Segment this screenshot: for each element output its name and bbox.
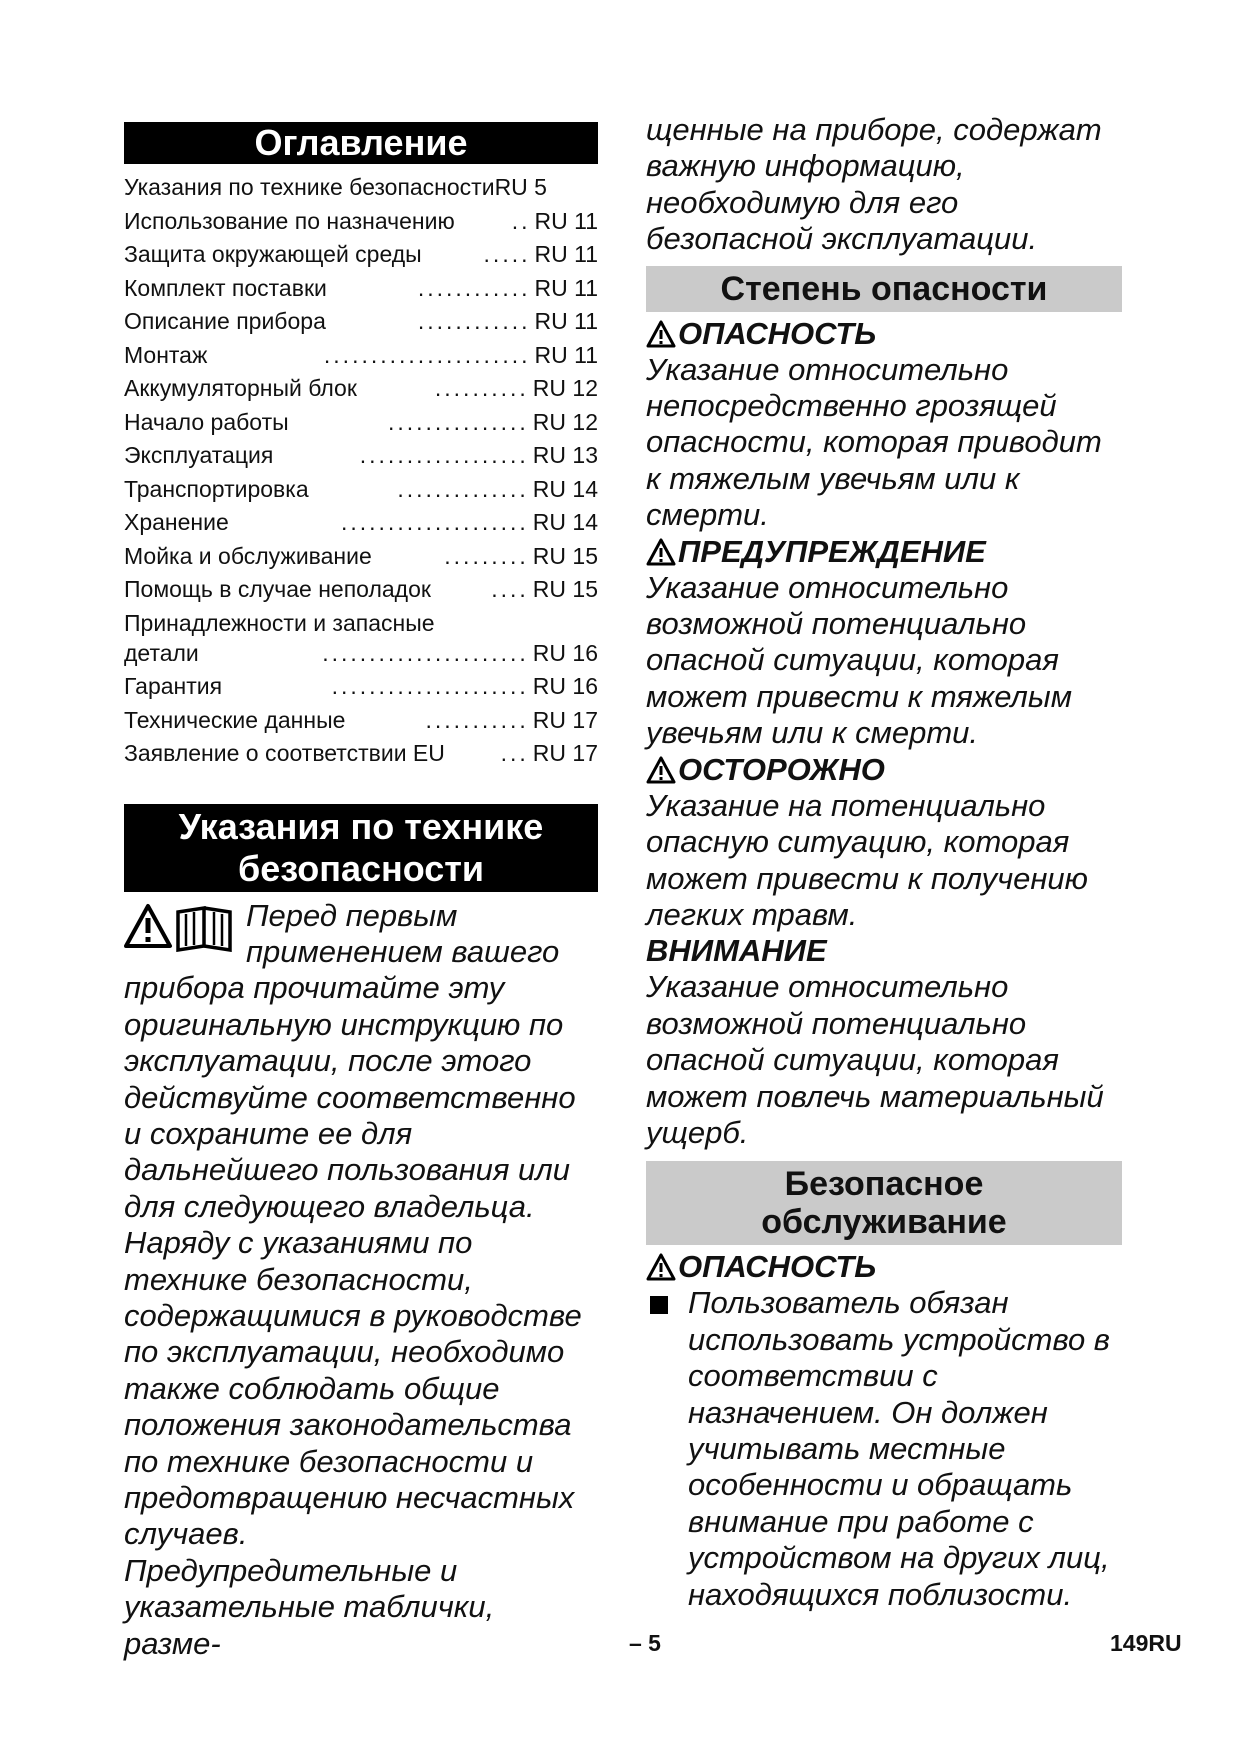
bullet-item [646, 1285, 1122, 1613]
toc-entry[interactable] [124, 409, 598, 443]
page-number: – 5 [629, 1630, 661, 1656]
hazard-heading [646, 316, 1122, 352]
warning-manual-icons [124, 902, 236, 952]
toc-leader: .. [511, 207, 531, 234]
hazard-name: ВНИМАНИЕ [646, 933, 827, 969]
hazard-name: ОПАСНОСТЬ [678, 1249, 877, 1285]
toc-entry-label: Заявление о соответствии EU [124, 740, 445, 766]
toc-entry-page: RU 17 [532, 740, 598, 766]
toc-entry-label: Монтаж [124, 341, 208, 368]
toc-entry-label: Хранение [124, 509, 229, 535]
toc-entry-page: RU 13 [532, 442, 598, 468]
toc-entry-page: RU 14 [532, 509, 598, 535]
toc-entry-page: RU 11 [534, 308, 598, 334]
safety-paragraph-start: Предупредительные и указательные таблички, разме- [124, 1552, 495, 1661]
toc-entry-page: RU 11 [534, 207, 598, 234]
toc-entry[interactable] [124, 707, 598, 741]
toc-entry-page: RU 12 [532, 375, 598, 401]
toc-entry[interactable] [124, 342, 598, 376]
hazard-level [646, 316, 1122, 534]
hazard-heading [646, 1249, 1122, 1285]
toc-entry-label: Транспортировка [124, 475, 309, 502]
warning-triangle-icon [646, 756, 676, 784]
safety-title-line1: Указания по технике [178, 805, 544, 847]
toc-entry-label: Использование по назначению [124, 207, 455, 234]
toc-entry[interactable] [124, 308, 598, 342]
toc-entry[interactable] [124, 375, 598, 409]
toc-entry-page: RU 14 [532, 475, 598, 502]
hazard-name: ОПАСНОСТЬ [678, 315, 877, 351]
toc-entry-label: Мойка и обслуживание [124, 542, 372, 569]
toc-entry-label: Аккумуляторный блок [124, 375, 357, 401]
toc-entry[interactable] [124, 640, 598, 674]
warning-triangle-icon [646, 320, 676, 348]
toc-entry[interactable] [124, 442, 598, 476]
toc-leader: ............... [387, 408, 529, 435]
hazard-level [646, 534, 1122, 752]
toc-entry-label: Указания по технике безопасности [124, 174, 495, 200]
toc-entry-page: RU 15 [532, 576, 598, 602]
toc-entry-label: Гарантия [124, 673, 223, 699]
page-code: 149RU [1110, 1630, 1182, 1656]
bullet-text: Пользователь обязан использовать устройство в соответствии с назначением. Он должен учитывать местные особенности и обращать внимание при работе с устройством на других лиц, находящихся поблизости. [688, 1285, 1110, 1612]
toc-entry-page: RU 11 [534, 241, 598, 267]
toc-entry[interactable] [124, 673, 598, 707]
hazard-heading [646, 534, 1122, 570]
toc-entry[interactable] [124, 208, 598, 242]
toc-leader: ............ [417, 274, 531, 301]
warning-and-manual-icon [124, 902, 236, 952]
bullet-square-icon [650, 1296, 668, 1314]
toc-leader: ..... [483, 241, 531, 267]
safe-service-title-line2: обслуживание [761, 1203, 1007, 1242]
warning-triangle-icon [646, 538, 676, 566]
toc-entry-label: Начало работы [124, 408, 289, 435]
hazard-heading [646, 752, 1122, 788]
toc-leader: .......... [434, 375, 529, 401]
safety-paragraph: Наряду с указаниями по технике безопасности, содержащимися в руководстве по эксплуатации, необходимо также соблюдать общие положения законодательства по технике безопасности и предотвращению несчастных случаев. [124, 1225, 582, 1552]
toc-entry-page: RU 16 [532, 673, 598, 699]
toc-leader: .................... [340, 509, 529, 535]
toc-entry-label: Помощь в случае неполадок [124, 576, 431, 602]
toc-leader: ...................... [322, 639, 529, 666]
toc-entry[interactable] [124, 740, 598, 774]
toc-entry-label: Технические данные [124, 706, 346, 733]
toc-leader: ..................... [331, 673, 529, 699]
hazard-description: Указание на потенциально опасную ситуацию, которая может привести к получению легких травм. [646, 787, 1088, 932]
toc-leader: .............. [397, 475, 529, 502]
hazard-description: Указание относительно возможной потенциально опасной ситуации, которая может повлечь материальный ущерб. [646, 969, 1104, 1150]
hazard-heading [646, 933, 1122, 969]
toc-entry-page: RU 12 [532, 408, 598, 435]
toc-leader: ........... [425, 706, 529, 733]
toc-entry-label: Эксплуатация [124, 442, 274, 468]
hazard-level [646, 752, 1122, 934]
hazard-description: Указание относительно непосредственно грозящей опасности, которая приводит к тяжелым увечьям или к смерти. [646, 351, 1102, 533]
safety-title [124, 804, 598, 892]
hazard-level [646, 933, 1122, 1151]
warning-triangle-icon [646, 1253, 676, 1281]
safety-intro [124, 898, 598, 1226]
toc-entry-label: Защита окружающей среды [124, 241, 422, 267]
toc-entry[interactable] [124, 275, 598, 309]
toc-entry-page: RU 11 [534, 341, 598, 368]
toc-entry[interactable] [124, 576, 598, 610]
left-column [124, 122, 598, 1662]
toc-entry-page: RU 5 [494, 174, 547, 200]
toc-leader: ...................... [323, 341, 531, 368]
table-of-contents [124, 174, 598, 774]
hazard-levels-title: Степень опасности [646, 266, 1122, 312]
toc-entry-label: Принадлежности и запасные [124, 609, 435, 636]
toc-entry[interactable] [124, 241, 598, 275]
safe-service-title [646, 1161, 1122, 1245]
toc-entry-page: RU 16 [532, 639, 598, 666]
right-column [646, 112, 1122, 1613]
safe-service-title-line1: Безопасное [784, 1165, 984, 1204]
safety-intro-text: Перед первым применением вашего прибора прочитайте эту оригинальную инструкцию по эксплуатации, после этого действуйте соответственно и сохраните ее для дальнейшего пользования или для следующего владельца. [124, 897, 576, 1224]
hazard-name: ОСТОРОЖНО [678, 751, 885, 787]
toc-entry-label: Описание прибора [124, 308, 326, 334]
hazard-name: ПРЕДУПРЕЖДЕНИЕ [678, 533, 986, 569]
toc-entry-label: Комплект поставки [124, 274, 327, 301]
toc-leader: ......... [444, 542, 529, 569]
toc-entry-line1[interactable] [124, 610, 598, 640]
toc-entry-label: детали [124, 639, 199, 666]
toc-entry-page: RU 15 [532, 542, 598, 569]
hazard-description: Указание относительно возможной потенциально опасной ситуации, которая может привести к тяжелым увечьям или к смерти. [646, 569, 1072, 751]
toc-entry[interactable] [124, 476, 598, 510]
toc-title: Оглавление [124, 122, 598, 164]
toc-entry[interactable] [124, 543, 598, 577]
toc-leader: ... [500, 740, 529, 766]
toc-entry-page: RU 17 [532, 706, 598, 733]
toc-leader: ............ [417, 308, 531, 334]
toc-leader: .... [491, 576, 529, 602]
safety-title-line2: безопасности [237, 847, 485, 889]
toc-leader: .................. [359, 442, 529, 468]
toc-entry[interactable] [124, 174, 598, 208]
toc-entry-page: RU 11 [534, 274, 598, 301]
safety-paragraph-continued: щенные на приборе, содержат важную информацию, необходимую для его безопасной эксплуатации. [646, 112, 1102, 257]
toc-entry[interactable] [124, 509, 598, 543]
